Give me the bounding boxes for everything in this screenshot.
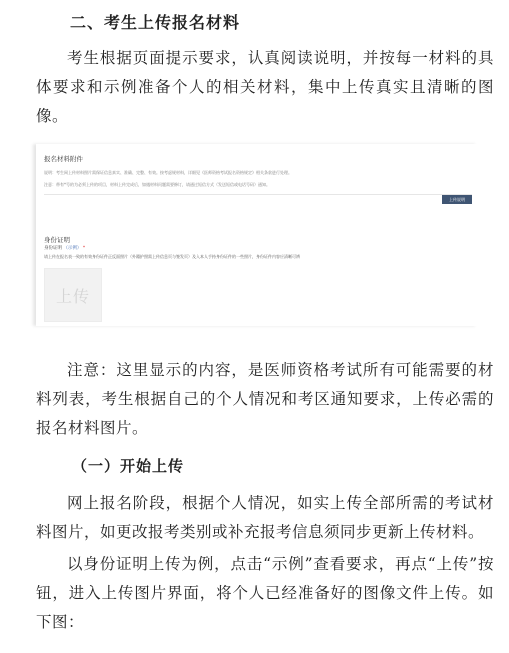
materials-note-line: 注意：带有*号的为必须上传的项目，材料上传完成后，如遇材料问题需要修订，请通过短信方式（发送短信或电话号码）通知。 [44,182,270,187]
section-heading: 二、考生上传报名材料 [70,13,241,32]
upload-page-screenshot [36,144,478,326]
required-mark: * [82,246,86,251]
id-proof-section-title: 身份证明 [44,236,70,244]
upload-placeholder-text: 上传 [55,287,90,306]
divider [44,194,472,195]
upload-paragraph: 网上报名阶段，根据个人情况，如实上传全部所需的考试材料图片，如更改报考类别或补充报考信息须同步更新上传材料。 [36,494,494,541]
id-proof-label: 身份证明 [44,246,62,251]
sub-heading: （一）开始上传 [72,457,185,475]
notice-paragraph: 注意：这里显示的内容，是医师资格考试所有可能需要的材料列表，考生根据自己的个人情况和考区通知要求，上传必需的报名材料图片。 [36,361,494,437]
materials-panel-title: 报名材料附件 [44,155,83,163]
materials-instruction-line: 说明：考生网上传材料照片需保证信息真实、准确、完整、有效。按考虑规材料，详细见《医师资格考试报名资格规定》相关条款进行处理。 [44,170,292,175]
example-paragraph: 以身份证明上传为例，点击“示例”查看要求，再点“上传”按钮，进入上传图片界面，将个人已经准备好的图像文件上传。如下图： [36,555,494,631]
intro-paragraph: 考生根据页面提示要求，认真阅读说明，并按每一材料的具体要求和示例准备个人的相关材料，集中上传真实且清晰的图像。 [36,49,494,125]
example-link[interactable]: （示例） [63,246,82,251]
id-proof-label-row [44,245,85,251]
upload-button[interactable] [44,268,102,322]
upload-guide-button[interactable]: 上传说明 [442,195,472,204]
id-proof-description: 请上传在报名表一致的有效身份证件正反面照片（外籍护照需上传信息页与签发页）及入本人手持身份证件的一些照片，身份证件内容应清晰可辨 [44,254,300,259]
